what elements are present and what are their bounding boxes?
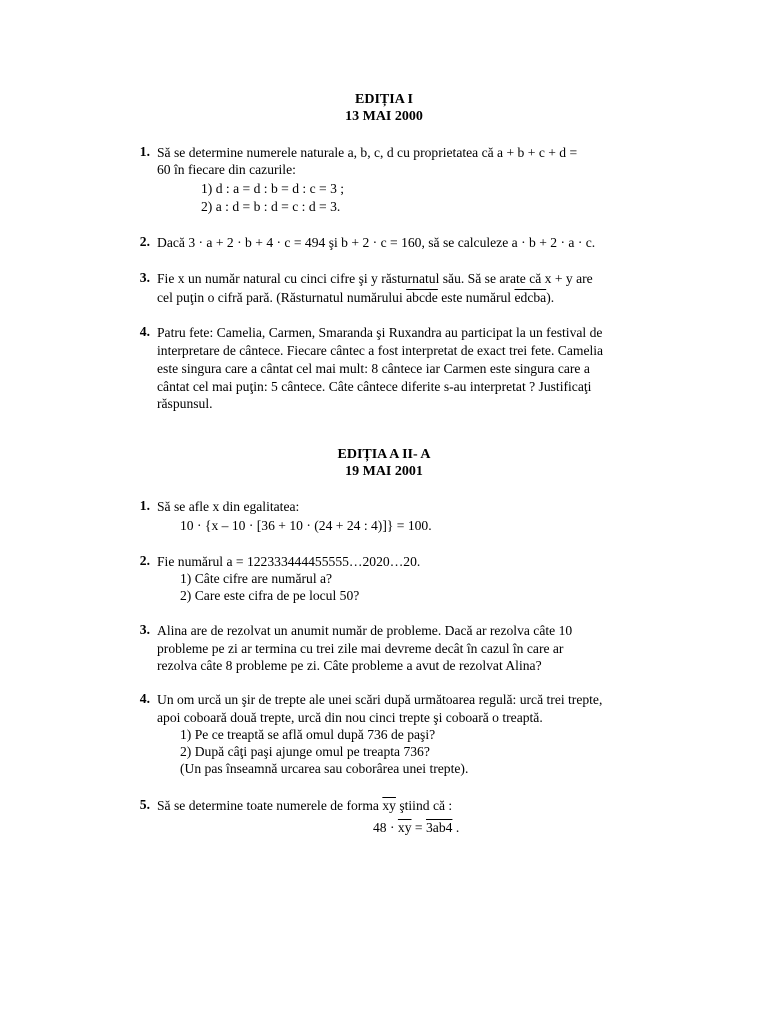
equation-part: = — [411, 820, 426, 835]
e2-problem-4-line: Un om urcă un şir de trepte ale unei scări după următoarea regulă: urcă trei trepte, — [157, 692, 603, 707]
e1-problem-4-number: 4. — [139, 324, 150, 339]
e1-problem-4-line: este singura care a cântat cel mai mult: 8 cântece iar Carmen este singura care a — [157, 361, 590, 376]
edition-1-title: EDIȚIA I — [355, 92, 413, 107]
e2-problem-2-question-1: 1) Câte cifre are numărul a? — [180, 571, 333, 586]
e1-problem-4-line: cântat cel mai puţin: 5 cântece. Câte cântece diferite s-au interpretat ? Justificaţi — [157, 379, 592, 394]
e2-problem-2-number: 2. — [139, 553, 150, 568]
e1-problem-3-text: este numărul — [437, 290, 515, 305]
e1-problem-2-line: Dacă 3 · a + 2 · b + 4 · c = 494 şi b + 2 · c = 160, să se calculeze a · b + 2 · a · c. — [157, 235, 596, 250]
number-3ab4: 3ab4 — [425, 820, 453, 835]
e1-problem-1-case-2: 2) a : d = b : d = c : d = 3. — [201, 199, 341, 214]
e2-problem-1-equation: 10 · {x – 10 · [36 + 10 · (24 + 24 : 4)]} = 100. — [180, 518, 432, 533]
e1-problem-4-line: răspunsul. — [157, 396, 213, 411]
equation-part: . — [452, 820, 460, 835]
edition-2-date: 19 MAI 2001 — [345, 464, 423, 479]
e1-problem-4-line: Patru fete: Camelia, Carmen, Smaranda şi Ruxandra au participat la un festival de — [157, 325, 603, 340]
e2-problem-5-equation — [373, 819, 459, 836]
e1-problem-3-line — [157, 289, 554, 306]
number-edcba: edcba — [514, 290, 547, 305]
number-xy: $\overline{xy}$ — [397, 820, 412, 835]
e2-problem-5-text: Să se determine toate numerele de forma — [157, 798, 383, 813]
e1-problem-4-line: interpretare de cântece. Fiecare cântec a fost interpretat de exact trei fete. Camelia — [157, 343, 604, 358]
e2-problem-3-line: Alina are de rezolvat un anumit număr de probleme. Dacă ar rezolva câte 10 — [157, 623, 573, 638]
e2-problem-3-line: probleme pe zi ar termina cu trei zile mai devreme decât în cazul în care ar — [157, 641, 564, 656]
number-xy: $\overline{xy}$ — [382, 798, 396, 813]
equation-part: 48 · — [373, 820, 398, 835]
e2-problem-4-number: 4. — [139, 691, 150, 706]
e2-problem-3-line: rezolva câte 8 probleme pe zi. Câte probleme a avut de rezolvat Alina? — [157, 658, 542, 673]
e2-problem-4-question-2: 2) După câţi paşi ajunge omul pe treapta 736? — [180, 744, 430, 759]
e2-problem-1-number: 1. — [139, 498, 150, 513]
number-abcde: abcde — [406, 290, 438, 305]
e2-problem-5-number: 5. — [139, 797, 150, 812]
e2-problem-3-number: 3. — [139, 622, 150, 637]
edition-1-date: 13 MAI 2000 — [345, 109, 423, 124]
e1-problem-3-text: cel puţin o cifră pară. (Răsturnatul numărului — [157, 290, 407, 305]
edition-2-title: EDIȚIA A II- A — [337, 447, 431, 462]
e2-problem-1-line: Să se afle x din egalitatea: — [157, 499, 300, 514]
e2-problem-4-line: apoi coboară două trepte, urcă din nou cinci trepte şi coboară o treaptă. — [157, 710, 543, 725]
e1-problem-1-line: 60 în fiecare din cazurile: — [157, 162, 296, 177]
e2-problem-4-note: (Un pas înseamnă urcarea sau coborârea unei trepte). — [180, 761, 469, 776]
e1-problem-3-text: ). — [546, 290, 555, 305]
e1-problem-2-number: 2. — [139, 234, 150, 249]
e1-problem-3-number: 3. — [139, 270, 150, 285]
e1-problem-3-line: Fie x un număr natural cu cinci cifre şi y răsturnatul său. Să se arate că x + y are — [157, 271, 593, 286]
e1-problem-1-line: Să se determine numerele naturale a, b, c, d cu proprietatea că a + b + c + d = — [157, 145, 578, 160]
e2-problem-4-question-1: 1) Pe ce treaptă se află omul după 736 de paşi? — [180, 727, 436, 742]
e2-problem-5-line — [157, 797, 452, 814]
e2-problem-2-question-2: 2) Care este cifra de pe locul 50? — [180, 588, 360, 603]
e2-problem-2-line: Fie numărul a = 122333444455555…2020…20. — [157, 554, 421, 569]
e2-problem-5-text: ştiind că : — [395, 798, 453, 813]
e1-problem-1-case-1: 1) d : a = d : b = d : c = 3 ; — [201, 181, 345, 196]
e1-problem-1-number: 1. — [139, 144, 150, 159]
